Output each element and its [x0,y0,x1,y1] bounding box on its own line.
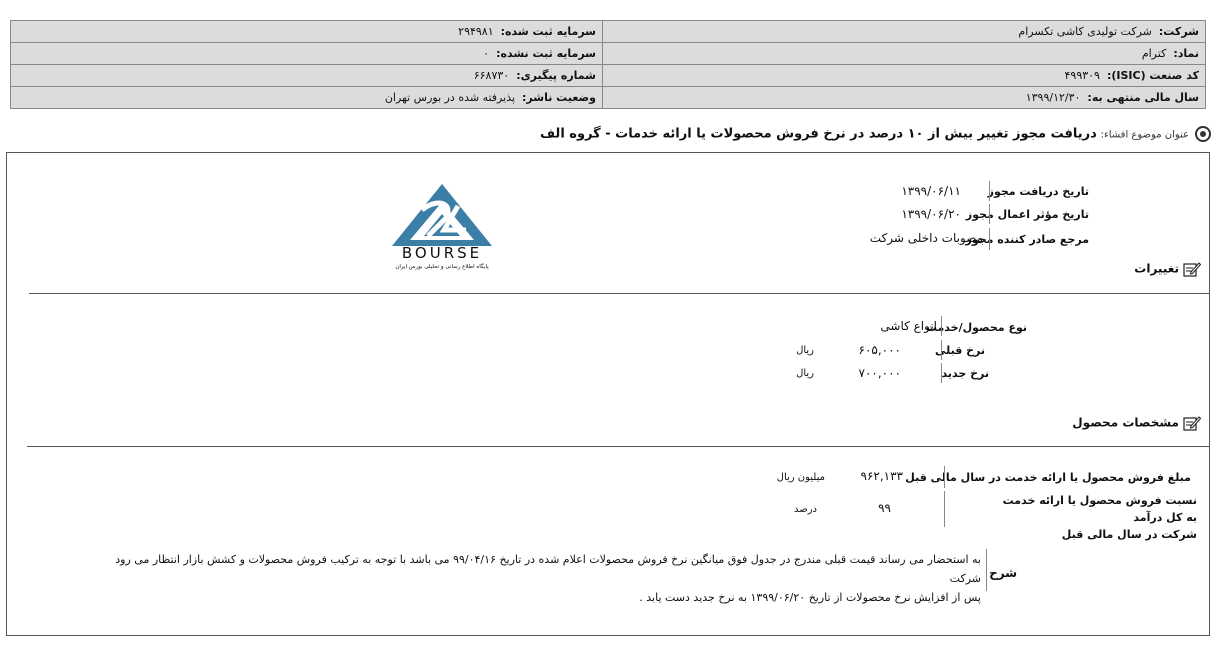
divider [941,316,942,336]
company-label: شرکت: [1158,25,1199,38]
section-divider [27,446,1209,447]
divider [941,363,942,383]
permit-issuer-value: مصوبات داخلی شرکت [869,231,983,245]
symbol-label: نماد: [1173,47,1199,60]
disclosure-subject [540,126,1211,142]
new-rate-label: نرخ جدید [941,367,989,380]
permit-received-value: ۱۳۹۹/۰۶/۱۱ [901,184,961,198]
ratio-label [1001,492,1197,543]
registered-capital-label: سرمایه ثبت شده: [500,25,596,38]
company-value: شرکت تولیدی کاشی تکسرام [1018,25,1152,38]
symbol-cell [603,43,1206,65]
subject-label: عنوان موضوع افشاء: [1100,129,1189,141]
bourse-logo-icon [384,180,500,272]
description-label: شرح [989,566,1017,580]
company-info-table [10,20,1206,109]
subject-value: دریافت مجوز تغییر بیش از ۱۰ درصد در نرخ فروش محصولات یا ارائه خدمات - گروه الف [539,126,1097,142]
permit-effective-label: تاریخ مؤثر اعمال مجوز [965,208,1089,221]
ratio-unit: درصد [793,504,817,515]
fiscal-label: سال مالی منتهی به: [1087,91,1199,104]
description-line2: پس از افزایش نرخ محصولات از تاریخ ۱۳۹۹/۰۶/۲۰ به نرخ جدید دست یابد . [639,591,981,604]
unregistered-capital-label: سرمایه ثبت نشده: [496,47,596,60]
divider [941,340,942,360]
new-rate-unit: ریال [796,368,814,379]
section-divider [29,293,1209,294]
changes-title [1134,261,1201,277]
tracking-label: شماره پیگیری: [516,69,596,82]
divider [986,549,987,591]
description-text [101,550,981,607]
report-frame [6,152,1210,636]
divider [944,466,945,488]
registered-capital-cell [11,21,603,43]
bullet-icon [1195,126,1211,142]
sales-value: ۹۶۲,۱۳۳ [860,469,903,483]
old-rate-unit: ریال [796,345,814,356]
edit-icon [1183,261,1201,277]
sales-label: مبلغ فروش محصول یا ارائه خدمت در سال مالی قبل [905,471,1191,484]
edit-icon [1183,415,1201,431]
description-line1: به استحضار می رساند قیمت قبلی مندرج در جدول فوق میانگین نرخ فروش محصولات اعلام شده در تاریخ ۹۹/۰۴/۱۶ می باشد با توجه به ترکیب فروش محصولات و کشش بازار انتظار می رود شرکت [115,553,981,585]
ratio-label-line1: نسبت فروش محصول یا ارائه خدمت به کل درآمد [1002,494,1197,524]
new-rate-value: ۷۰۰,۰۰۰ [858,366,901,380]
permit-effective-value: ۱۳۹۹/۰۶/۲۰ [901,207,961,221]
divider [944,491,945,527]
old-rate-label: نرخ قبلی [934,344,985,357]
product-type-label: نوع محصول/خدمت [925,321,1027,334]
company-cell [603,21,1206,43]
product-specs-title-text: مشخصات محصول [1072,415,1179,430]
divider [989,228,990,250]
permit-received-label: تاریخ دریافت مجوز [987,185,1089,198]
ratio-value: ۹۹ [878,501,891,515]
isic-value: ۴۹۹۳۰۹ [1064,69,1100,82]
status-value: پذیرفته شده در بورس تهران [384,91,516,104]
divider [989,204,990,224]
unregistered-capital-cell [11,43,603,65]
isic-label: کد صنعت (ISIC): [1106,69,1199,82]
logo-tagline: پایگاه اطلاع رسانی و تحلیلی بورس ایران [395,264,489,270]
symbol-value: کترام [1141,47,1167,60]
status-cell [11,87,603,109]
changes-title-text: تغییرات [1134,261,1179,276]
isic-cell [603,65,1206,87]
product-type-value: انواع کاشی [880,319,937,333]
registered-capital-value: ۲۹۴۹۸۱ [458,25,494,38]
fiscal-cell [603,87,1206,109]
tracking-cell [11,65,603,87]
tracking-value: ۶۶۸۷۳۰ [473,69,510,82]
sales-unit: میلیون ریال [776,472,825,483]
fiscal-value: ۱۳۹۹/۱۲/۳۰ [1025,91,1081,104]
unregistered-capital-value: ۰ [483,47,490,60]
ratio-label-line2: شرکت در سال مالی قبل [1061,528,1197,541]
logo-wordmark: BOURSE [401,244,483,262]
old-rate-value: ۶۰۵,۰۰۰ [858,343,901,357]
divider [989,181,990,201]
permit-issuer-label: مرجع صادر کننده مجوز [965,233,1089,246]
product-specs-title [1072,415,1201,431]
status-label: وضعیت ناشر: [522,91,596,104]
bourse-logo [384,180,500,272]
